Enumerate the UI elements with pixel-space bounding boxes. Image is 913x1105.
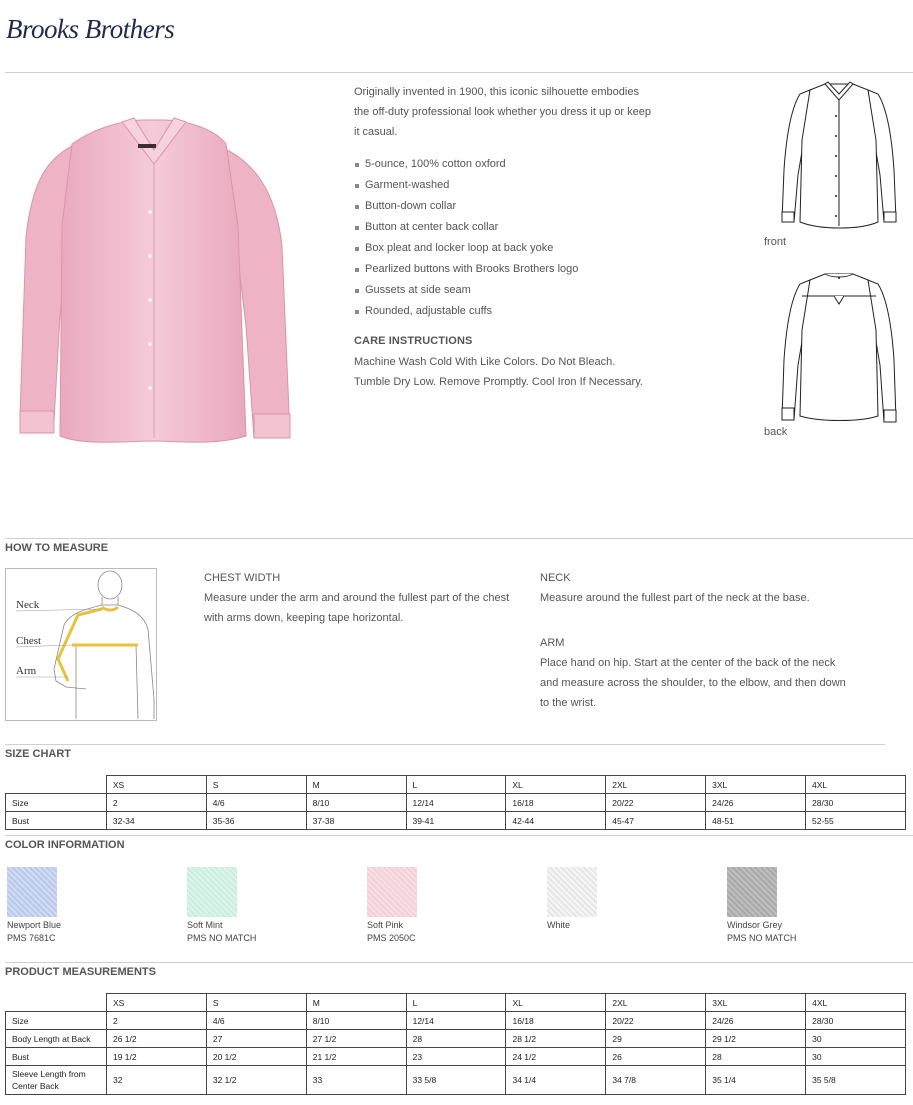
color-pms: PMS NO MATCH	[187, 933, 257, 943]
table-row: Bust 32-34 35-36 37-38 39-41 42-44 45-47 48-51 52-55	[6, 812, 906, 830]
table-row: Body Length at Back 26 1/2 27 27 1/2 28 28 1/2 29 29 1/2 30	[6, 1030, 906, 1048]
color-swatch	[7, 867, 57, 917]
chest-width-text: Measure under the arm and around the fullest part of the chest with arms down, keeping tape horizontal.	[204, 592, 510, 624]
figure-label-chest: Chest	[16, 635, 42, 647]
color-swatch-item	[7, 867, 57, 917]
color-pms: PMS NO MATCH	[727, 933, 797, 943]
front-flat-sketch	[780, 80, 898, 235]
feature-list	[355, 154, 685, 322]
how-to-measure-title: HOW TO MEASURE	[5, 542, 109, 554]
arm-text: Place hand on hip. Start at the center of the back of the neck and measure across the shoulder, to the elbow, and then down to the wrist.	[540, 657, 846, 709]
color-name: Soft Mint	[187, 920, 223, 930]
feature-item: Pearlized buttons with Brooks Brothers logo	[355, 259, 685, 280]
feature-item: Button at center back collar	[355, 217, 685, 238]
back-label: back	[764, 426, 788, 438]
color-info-title: COLOR INFORMATION	[5, 839, 125, 851]
feature-item: Button-down collar	[355, 196, 685, 217]
table-header-row: XS S M L XL 2XL 3XL 4XL	[6, 994, 906, 1012]
color-swatch-item	[727, 867, 777, 917]
feature-item: Gussets at side seam	[355, 280, 685, 301]
measure-divider	[5, 538, 913, 539]
color-swatch	[187, 867, 237, 917]
figure-label-neck: Neck	[16, 599, 40, 611]
color-name: Windsor Grey	[727, 920, 783, 930]
header-divider	[5, 72, 913, 73]
size-chart-title: SIZE CHART	[5, 748, 71, 760]
chest-width-title: CHEST WIDTH	[204, 572, 281, 584]
care-heading: CARE INSTRUCTIONS	[354, 335, 473, 347]
color-swatch	[367, 867, 417, 917]
color-swatch-item	[367, 867, 417, 917]
product-measurements-divider	[5, 962, 913, 963]
product-description: Originally invented in 1900, this iconic silhouette embodies the off-duty professional look whether you dress it up or keep it casual.	[354, 86, 651, 138]
back-flat-sketch	[780, 270, 898, 425]
arm-title: ARM	[540, 637, 565, 649]
table-row: Sleeve Length from Center Back 32 32 1/2 33 33 5/8 34 1/4 34 7/8 35 1/4 35 5/8	[6, 1066, 906, 1095]
color-pms: PMS 2050C	[367, 933, 416, 943]
color-pms: PMS 7681C	[7, 933, 56, 943]
product-photo	[14, 116, 294, 446]
table-row: Bust 19 1/2 20 1/2 21 1/2 23 24 1/2 26 28 30	[6, 1048, 906, 1066]
feature-item: 5-ounce, 100% cotton oxford	[355, 154, 685, 175]
color-swatch-item	[547, 867, 597, 917]
color-name: Soft Pink	[367, 920, 404, 930]
color-name: Newport Blue	[7, 920, 62, 930]
size-chart-table	[5, 775, 906, 830]
table-row: Size 2 4/6 8/10 12/14 16/18 20/22 24/26 28/30	[6, 1012, 906, 1030]
color-name: White	[547, 920, 571, 930]
measure-figure	[5, 568, 157, 721]
product-measurements-table	[5, 993, 906, 1095]
care-instructions: Machine Wash Cold With Like Colors. Do Not Bleach. Tumble Dry Low. Remove Promptly. Cool Iron If Necessary.	[354, 356, 643, 388]
feature-item: Garment-washed	[355, 175, 685, 196]
size-chart-divider	[5, 744, 885, 745]
product-measurements-title: PRODUCT MEASUREMENTS	[5, 966, 156, 978]
color-divider	[5, 835, 913, 836]
color-swatch	[727, 867, 777, 917]
table-header-row: XS S M L XL 2XL 3XL 4XL	[6, 776, 906, 794]
feature-item: Box pleat and locker loop at back yoke	[355, 238, 685, 259]
brand-logo: Brooks Brothers	[6, 14, 175, 44]
color-swatch	[547, 867, 597, 917]
feature-item: Rounded, adjustable cuffs	[355, 301, 685, 322]
table-row: Size 2 4/6 8/10 12/14 16/18 20/22 24/26 28/30	[6, 794, 906, 812]
color-swatch-item	[187, 867, 237, 917]
neck-title: NECK	[540, 572, 571, 584]
neck-text: Measure around the fullest part of the neck at the base.	[540, 592, 810, 604]
figure-label-arm: Arm	[16, 665, 37, 677]
front-label: front	[764, 236, 787, 248]
